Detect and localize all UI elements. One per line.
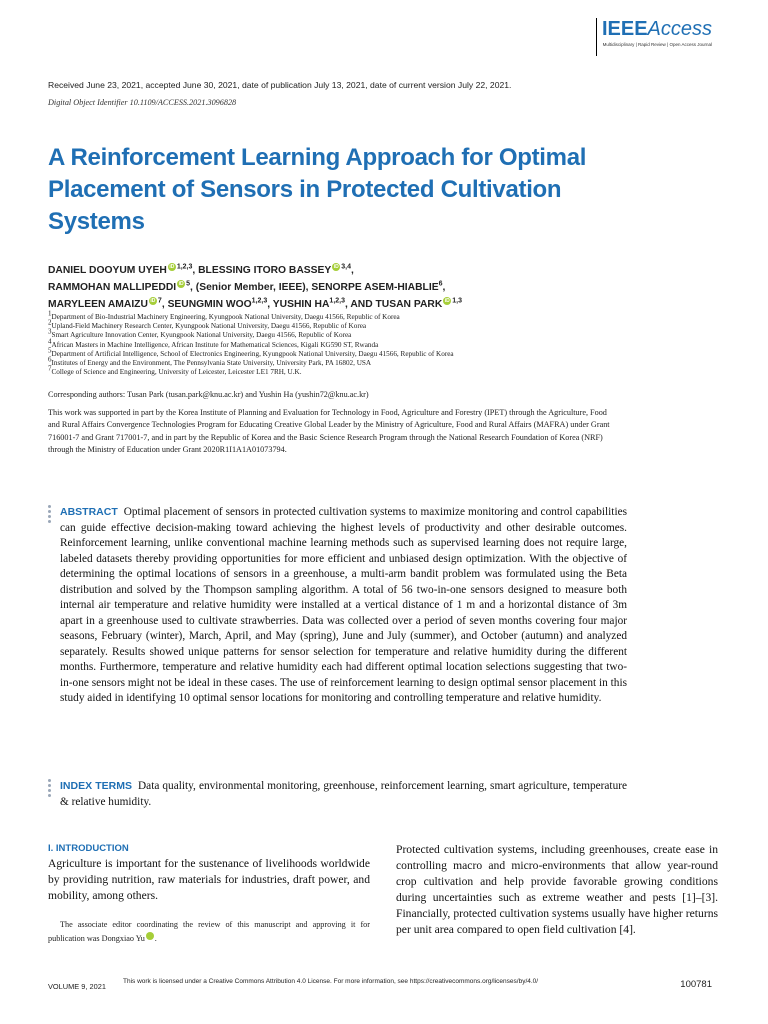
author-affiliation-sup: 6 xyxy=(438,280,443,288)
orcid-icon[interactable]: iD xyxy=(146,932,154,940)
author-name: SEUNGMIN WOO xyxy=(167,299,252,310)
abstract-section xyxy=(60,505,627,707)
page-number: 100781 xyxy=(680,979,712,990)
index-terms-section xyxy=(60,779,627,810)
author-affiliation-sup: 1,2,3 xyxy=(329,297,345,305)
orcid-icon[interactable]: iD xyxy=(444,298,450,304)
author-name: RAMMOHAN MALLIPEDDI xyxy=(48,282,177,293)
section-ornament-icon xyxy=(48,779,52,799)
logo-wordmark: IEEEAccess xyxy=(601,18,712,40)
author-name: MARYLEEN AMAIZU xyxy=(48,299,148,310)
received-dates: Received June 23, 2021, accepted June 30, 2021, date of publication July 13, 2021, date of current version July 22, 2021. xyxy=(48,80,512,90)
corresponding-authors: Corresponding authors: Tusan Park (tusan.park@knu.ac.kr) and Yushin Ha (yushin72@knu.ac.kr) xyxy=(48,390,369,399)
orcid-icon[interactable]: iD xyxy=(169,264,175,270)
author-separator: , xyxy=(442,282,446,293)
editor-footnote: The associate editor coordinating the review of this manuscript and approving it for publication was Dongxiao Yu iD. xyxy=(48,920,370,943)
logo-divider xyxy=(596,18,597,56)
affiliation-item: $^5$Department of Artificial Intelligence, School of Electronics Engineering, Kyungpook National University, Daegu 41566, Republic of Korea xyxy=(48,346,454,358)
author-affiliation-sup: 3,4 xyxy=(341,263,351,271)
author-separator: , xyxy=(267,299,273,310)
author-name: DANIEL DOOYUM UYEH xyxy=(48,265,167,276)
author-name: BLESSING ITORO BASSEY xyxy=(198,265,332,276)
author-list xyxy=(48,262,608,313)
doi-line[interactable]: Digital Object Identifier 10.1109/ACCESS.2021.3096828 xyxy=(48,98,237,107)
introduction-text-right: Protected cultivation systems, including greenhouses, create ease in controlling macro and micro-environments that allow year-round crop cultivation and help provide favorable growing conditions during uncertainties such as extreme weather and pests [1]–[3]. Financially, protected cultivation systems usually have higher returns per unit area compared to open field cultivation [4]. xyxy=(396,843,718,936)
affiliation-item: $^4$African Masters in Machine Intelligence, African Institute for Mathematical Sciences, Kigali KG590 ST, Rwanda xyxy=(48,337,379,349)
section-ornament-icon xyxy=(48,505,52,525)
author-affiliation-sup: 1,3 xyxy=(452,297,462,305)
paper-title: A Reinforcement Learning Approach for Optimal Placement of Sensors in Protected Cultivation Systems xyxy=(48,144,587,235)
abstract-label: ABSTRACT xyxy=(60,506,118,518)
author-separator: , xyxy=(350,265,354,276)
affiliation-item: $^6$Institutes of Energy and the Environment, The Pennsylvania State University, University Park, PA 16802, USA xyxy=(48,355,372,368)
affiliation-list xyxy=(48,309,708,377)
author-separator: , (Senior Member, IEEE), xyxy=(190,282,312,293)
volume-label: VOLUME 9, 2021 xyxy=(48,982,106,991)
journal-logo xyxy=(602,18,712,47)
affiliation-item: $^1$Department of Bio-Industrial Machinery Engineering, Kyungpook National University, Daegu 41566, Republic of Korea xyxy=(48,309,400,321)
orcid-icon[interactable]: iD xyxy=(150,298,156,304)
abstract-text: Optimal placement of sensors in protected cultivation systems to maximize monitoring and control capabilities can guide effective decision-making toward achieving the highest levels of productivity and other desirable outcomes. Reinforcement learning, unlike conventional machine learning methods such as supervised learning does not require large, labeled datasets thereby providing opportunities for more efficient and unbiased design optimization. With the objective of determining the optimal locations of sensors in a greenhouse, a multi-arm bandit problem was formulated using the Beta distribution and solved by the Thompson sampling algorithm. A total of 56 two-in-one sensors designed to measure both internal air temperature and relative humidity were installed at a vertical distance of 1 m and a horizontal distance of 3m apart in a greenhouse used to cultivate strawberries. Data was collected over a period of seven months covering four major seasons, February (winter), March, April, and May (spring), June and July (summer), and October (autumn) and analyzed separately. Results showed unique patterns for sensor selection for temperature and relative humidity during the different months. Furthermore, temperature and relative humidity each had different optimal location selections suggesting that two-in-one sensors might not be ideal in these cases. The use of reinforcement learning to design optimal sensor placement in this study aided in identifying 10 optimal sensor locations for monitoring and controlling temperature and relative humidity. xyxy=(60,506,627,704)
affiliation-item: $^3$Smart Agriculture Innovation Center, Kyungpook National University, Daegu 41566, Republic of Korea xyxy=(48,328,352,340)
author-separator: , xyxy=(161,299,168,310)
author-separator: , xyxy=(192,265,199,276)
index-terms-label: INDEX TERMS xyxy=(60,780,133,792)
affiliation-item: $^7$College of Science and Engineering, University of Leicester, Leicester LE1 7RH, U.K. xyxy=(48,364,302,377)
author-separator: , AND xyxy=(345,299,376,310)
introduction-heading: I. INTRODUCTION xyxy=(48,843,129,854)
author-name: TUSAN PARK xyxy=(375,299,443,310)
index-terms-text: Data quality, environmental monitoring, greenhouse, reinforcement learning, smart agriculture, temperature & relative humidity. xyxy=(60,780,627,808)
author-name: YUSHIN HA xyxy=(272,299,330,310)
author-name: SENORPE ASEM-HIABLIE xyxy=(311,282,439,293)
left-column xyxy=(48,843,370,946)
affiliation-item: $^2$Upland-Field Machinery Research Center, Kyungpook National University, Daegu 41566, Republic of Korea xyxy=(48,318,367,331)
author-affiliation-sup: 5 xyxy=(186,280,191,288)
author-affiliation-sup: 1,2,3 xyxy=(251,297,268,305)
license-notice[interactable]: This work is licensed under a Creative Commons Attribution 4.0 License. For more information, see https://creativecommons.org/licenses/by/4.0/ xyxy=(123,978,539,985)
introduction-text-left: Agriculture is important for the sustenance of livelihoods worldwide by providing nutrition, raw materials for industries, draft power, and mobility, among others. xyxy=(48,857,370,902)
funding-statement: This work was supported in part by the Korea Institute of Planning and Evaluation for Technology in Food, Agriculture and Forestry (IPET) through the Agriculture, Food and Rural Affairs Convergence Technologies Program for Educating Creative Global Leader by the Ministry of Agriculture, Food and Rural Affairs (MAFRA) under Grant 716001-7 and Grant 717001-7, and in part by the Republic of Korea and the Basic Science Research Program through the National Research Foundation of Korea (NRF) through the Ministry of Education under Grant 2020R1I1A1A01073794. xyxy=(48,408,610,455)
orcid-icon[interactable]: iD xyxy=(178,281,184,287)
orcid-icon[interactable]: iD xyxy=(333,264,339,270)
logo-tagline: Multidisciplinary | Rapid Review | Open Access Journal xyxy=(602,42,712,47)
author-affiliation-sup: 1,2,3 xyxy=(176,263,193,271)
author-affiliation-sup: 7 xyxy=(157,297,162,305)
